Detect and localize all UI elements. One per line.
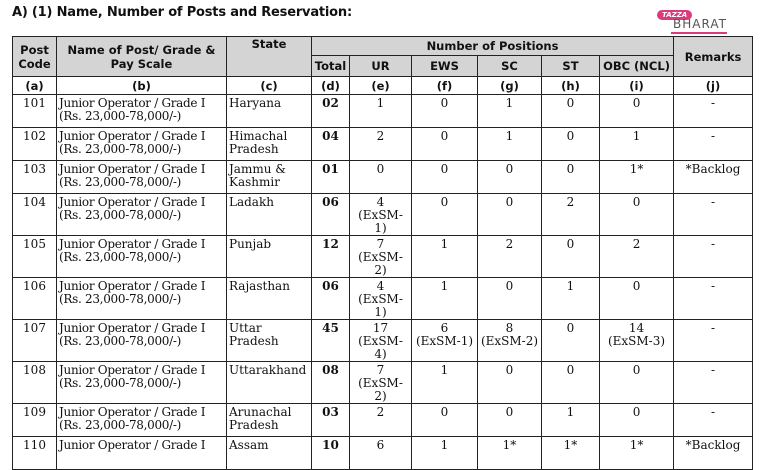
total-text: 08 bbox=[322, 363, 339, 377]
st-text: 0 bbox=[566, 321, 575, 335]
remarks-cell bbox=[674, 320, 753, 362]
name-text: Junior Operator / Grade I bbox=[59, 405, 206, 419]
st-cell bbox=[542, 320, 600, 362]
st-cell bbox=[542, 194, 600, 236]
remarks-text: - bbox=[711, 279, 716, 293]
post-code-cell bbox=[13, 437, 57, 470]
ur-text: 1 bbox=[376, 96, 385, 110]
obc-cell bbox=[600, 236, 674, 278]
name-text: Junior Operator / Grade I bbox=[59, 279, 206, 293]
letter-i: (i) bbox=[600, 77, 674, 95]
ews-text: 6 bbox=[440, 321, 449, 335]
table-row bbox=[13, 128, 753, 161]
ews-cell bbox=[412, 437, 478, 470]
sc-cell bbox=[478, 161, 542, 194]
ews-cell bbox=[412, 236, 478, 278]
st-text: 1 bbox=[566, 279, 575, 293]
name-text: Junior Operator / Grade I bbox=[59, 321, 206, 335]
header-name: Name of Post/ Grade & Pay Scale bbox=[57, 37, 227, 77]
obc-cell bbox=[600, 161, 674, 194]
ews-cell bbox=[412, 320, 478, 362]
sc-cell bbox=[478, 362, 542, 404]
ur-text: 17 bbox=[372, 321, 389, 335]
letter-a: (a) bbox=[13, 77, 57, 95]
ur-text: 4 bbox=[376, 279, 385, 293]
header-total: Total bbox=[312, 56, 350, 77]
ews-text: 1 bbox=[440, 363, 449, 377]
ur-text: 7 bbox=[376, 363, 385, 377]
ews-text: 0 bbox=[440, 129, 449, 143]
letter-f: (f) bbox=[412, 77, 478, 95]
remarks-text: - bbox=[711, 405, 716, 419]
remarks-text: - bbox=[711, 237, 716, 251]
post-name-cell bbox=[57, 161, 227, 194]
name-text: Junior Operator / Grade I bbox=[59, 438, 206, 452]
st-text: 0 bbox=[566, 129, 575, 143]
ur-cell bbox=[350, 128, 412, 161]
ews-text: 1 bbox=[440, 279, 449, 293]
state-text: Rajasthan bbox=[229, 279, 290, 293]
post-code-cell bbox=[13, 278, 57, 320]
table-row bbox=[13, 95, 753, 128]
total-cell bbox=[312, 278, 350, 320]
code-text: 104 bbox=[23, 195, 46, 209]
sc-cell bbox=[478, 437, 542, 470]
total-cell bbox=[312, 161, 350, 194]
column-letter-row bbox=[13, 77, 753, 95]
post-code-cell bbox=[13, 236, 57, 278]
letter-c: (c) bbox=[227, 77, 312, 95]
post-name-cell bbox=[57, 362, 227, 404]
remarks-cell bbox=[674, 437, 753, 470]
remarks-cell bbox=[674, 278, 753, 320]
ews-cell bbox=[412, 95, 478, 128]
post-code-cell bbox=[13, 320, 57, 362]
table-row bbox=[13, 236, 753, 278]
header-ur: UR bbox=[350, 56, 412, 77]
remarks-cell bbox=[674, 128, 753, 161]
ur-text: (ExSM-1) bbox=[358, 292, 403, 319]
ur-text: 4 bbox=[376, 195, 385, 209]
st-cell bbox=[542, 437, 600, 470]
ews-text: 1 bbox=[440, 438, 449, 452]
remarks-cell bbox=[674, 236, 753, 278]
obc-cell bbox=[600, 128, 674, 161]
total-text: 06 bbox=[322, 279, 339, 293]
st-text: 0 bbox=[566, 162, 575, 176]
post-name-cell bbox=[57, 194, 227, 236]
remarks-text: *Backlog bbox=[685, 438, 741, 452]
total-text: 02 bbox=[322, 96, 339, 110]
ur-cell bbox=[350, 320, 412, 362]
st-text: 0 bbox=[566, 363, 575, 377]
header-state: State bbox=[227, 37, 312, 77]
code-text: 109 bbox=[23, 405, 46, 419]
sc-text: (ExSM-2) bbox=[480, 334, 539, 348]
total-cell bbox=[312, 320, 350, 362]
state-text: Pradesh bbox=[229, 334, 279, 348]
sc-cell bbox=[478, 278, 542, 320]
post-name-cell bbox=[57, 278, 227, 320]
name-text: (Rs. 23,000-78,000/-) bbox=[59, 334, 182, 348]
total-text: 45 bbox=[322, 321, 339, 335]
ur-text: 2 bbox=[376, 405, 385, 419]
sc-cell bbox=[478, 194, 542, 236]
st-cell bbox=[542, 236, 600, 278]
total-cell bbox=[312, 362, 350, 404]
letter-b: (b) bbox=[57, 77, 227, 95]
state-cell bbox=[227, 194, 312, 236]
state-text: Assam bbox=[229, 438, 269, 452]
name-text: Junior Operator / Grade I bbox=[59, 162, 206, 176]
ur-text: (ExSM-2) bbox=[358, 376, 403, 403]
ews-text: 0 bbox=[440, 162, 449, 176]
header-remarks: Remarks bbox=[674, 37, 753, 77]
total-text: 03 bbox=[322, 405, 339, 419]
logo-pill: TAZZA bbox=[657, 10, 692, 20]
ur-text: (ExSM-1) bbox=[358, 208, 403, 235]
code-text: 108 bbox=[23, 363, 46, 377]
table-row bbox=[13, 278, 753, 320]
header-post-code: Post Code bbox=[13, 37, 57, 77]
sc-text: 8 bbox=[505, 321, 514, 335]
name-text: Junior Operator / Grade I bbox=[59, 195, 206, 209]
st-text: 0 bbox=[566, 96, 575, 110]
ews-cell bbox=[412, 161, 478, 194]
tazza-bharat-logo bbox=[657, 10, 727, 34]
post-code-cell bbox=[13, 161, 57, 194]
ur-text: 2 bbox=[376, 129, 385, 143]
st-text: 2 bbox=[566, 195, 575, 209]
total-text: 12 bbox=[322, 237, 339, 251]
table-row bbox=[13, 320, 753, 362]
obc-text: 0 bbox=[632, 279, 641, 293]
code-text: 101 bbox=[23, 96, 46, 110]
ews-text: 1 bbox=[440, 237, 449, 251]
obc-text: 14 bbox=[628, 321, 645, 335]
ews-text: 0 bbox=[440, 195, 449, 209]
ur-cell bbox=[350, 161, 412, 194]
state-cell bbox=[227, 320, 312, 362]
obc-text: 0 bbox=[632, 405, 641, 419]
post-code-cell bbox=[13, 128, 57, 161]
state-text: Pradesh bbox=[229, 142, 279, 156]
sc-text: 0 bbox=[505, 195, 514, 209]
name-text: (Rs. 23,000-78,000/-) bbox=[59, 292, 182, 306]
ur-cell bbox=[350, 437, 412, 470]
name-text: Junior Operator / Grade I bbox=[59, 237, 206, 251]
logo-underline bbox=[671, 32, 727, 34]
ur-text: 6 bbox=[376, 438, 385, 452]
total-cell bbox=[312, 236, 350, 278]
name-text: (Rs. 23,000-78,000/-) bbox=[59, 109, 182, 123]
obc-cell bbox=[600, 194, 674, 236]
name-text: (Rs. 23,000-78,000/-) bbox=[59, 376, 182, 390]
name-text: Junior Operator / Grade I bbox=[59, 363, 206, 377]
obc-cell bbox=[600, 437, 674, 470]
code-text: 102 bbox=[23, 129, 46, 143]
obc-text: 1* bbox=[629, 438, 644, 452]
st-cell bbox=[542, 278, 600, 320]
st-cell bbox=[542, 128, 600, 161]
letter-h: (h) bbox=[542, 77, 600, 95]
total-cell bbox=[312, 128, 350, 161]
header-st: ST bbox=[542, 56, 600, 77]
obc-text: (ExSM-3) bbox=[607, 334, 666, 348]
code-text: 106 bbox=[23, 279, 46, 293]
state-cell bbox=[227, 437, 312, 470]
ews-cell bbox=[412, 128, 478, 161]
remarks-text: - bbox=[711, 129, 716, 143]
name-text: Junior Operator / Grade I bbox=[59, 96, 206, 110]
name-text: (Rs. 23,000-78,000/-) bbox=[59, 250, 182, 264]
sc-text: 1 bbox=[505, 96, 514, 110]
post-code-cell bbox=[13, 362, 57, 404]
name-text: (Rs. 23,000-78,000/-) bbox=[59, 142, 182, 156]
table-row bbox=[13, 161, 753, 194]
state-cell bbox=[227, 278, 312, 320]
remarks-text: - bbox=[711, 195, 716, 209]
remarks-cell bbox=[674, 161, 753, 194]
remarks-text: - bbox=[711, 96, 716, 110]
state-text: Uttarakhand bbox=[229, 363, 307, 377]
ews-text: (ExSM-1) bbox=[415, 334, 474, 348]
letter-g: (g) bbox=[478, 77, 542, 95]
obc-text: 1* bbox=[629, 162, 644, 176]
letter-j: (j) bbox=[674, 77, 753, 95]
post-name-cell bbox=[57, 437, 227, 470]
state-cell bbox=[227, 95, 312, 128]
total-cell bbox=[312, 95, 350, 128]
sc-cell bbox=[478, 236, 542, 278]
letter-d: (d) bbox=[312, 77, 350, 95]
code-text: 103 bbox=[23, 162, 46, 176]
logo-word: BHARAT bbox=[673, 17, 727, 31]
letter-e: (e) bbox=[350, 77, 412, 95]
header-number-of-positions: Number of Positions bbox=[312, 37, 674, 56]
ur-text: 7 bbox=[376, 237, 385, 251]
sc-text: 2 bbox=[505, 237, 514, 251]
state-text: Himachal bbox=[229, 129, 288, 143]
obc-text: 1 bbox=[632, 129, 641, 143]
sc-cell bbox=[478, 95, 542, 128]
obc-text: 0 bbox=[632, 96, 641, 110]
sc-text: 0 bbox=[505, 405, 514, 419]
header-sc: SC bbox=[478, 56, 542, 77]
state-text: Punjab bbox=[229, 237, 272, 251]
st-text: 0 bbox=[566, 237, 575, 251]
total-text: 04 bbox=[322, 129, 339, 143]
st-text: 1* bbox=[563, 438, 578, 452]
name-text: (Rs. 23,000-78,000/-) bbox=[59, 418, 182, 432]
state-text: Arunachal bbox=[229, 405, 292, 419]
ur-cell bbox=[350, 194, 412, 236]
state-text: Ladakh bbox=[229, 195, 274, 209]
st-cell bbox=[542, 161, 600, 194]
state-cell bbox=[227, 236, 312, 278]
sc-text: 1* bbox=[502, 438, 517, 452]
table-row bbox=[13, 194, 753, 236]
table-row bbox=[13, 362, 753, 404]
ews-text: 0 bbox=[440, 96, 449, 110]
total-text: 06 bbox=[322, 195, 339, 209]
header-obc: OBC (NCL) bbox=[600, 56, 674, 77]
total-cell bbox=[312, 194, 350, 236]
section-heading: A) (1) Name, Number of Posts and Reservation: bbox=[12, 5, 352, 20]
post-code-cell bbox=[13, 95, 57, 128]
name-text: (Rs. 23,000-78,000/-) bbox=[59, 175, 182, 189]
total-text: 10 bbox=[322, 438, 339, 452]
st-cell bbox=[542, 95, 600, 128]
state-text: Pradesh bbox=[229, 418, 279, 432]
remarks-cell bbox=[674, 194, 753, 236]
state-cell bbox=[227, 161, 312, 194]
post-name-cell bbox=[57, 95, 227, 128]
ews-cell bbox=[412, 362, 478, 404]
sc-cell bbox=[478, 128, 542, 161]
ur-cell bbox=[350, 236, 412, 278]
remarks-text: - bbox=[711, 321, 716, 335]
code-text: 105 bbox=[23, 237, 46, 251]
state-cell bbox=[227, 128, 312, 161]
st-text: 1 bbox=[566, 405, 575, 419]
post-name-cell bbox=[57, 236, 227, 278]
posts-table bbox=[12, 36, 753, 470]
post-code-cell bbox=[13, 194, 57, 236]
obc-cell bbox=[600, 362, 674, 404]
state-text: Uttar bbox=[229, 321, 262, 335]
obc-text: 0 bbox=[632, 363, 641, 377]
obc-cell bbox=[600, 95, 674, 128]
state-text: Jammu & bbox=[229, 162, 286, 176]
state-cell bbox=[227, 362, 312, 404]
ews-text: 0 bbox=[440, 405, 449, 419]
st-cell bbox=[542, 362, 600, 404]
ur-text: 0 bbox=[376, 162, 385, 176]
post-name-cell bbox=[57, 320, 227, 362]
remarks-cell bbox=[674, 95, 753, 128]
ur-text: (ExSM-2) bbox=[358, 250, 403, 277]
ews-cell bbox=[412, 194, 478, 236]
remarks-text: *Backlog bbox=[685, 162, 741, 176]
obc-text: 0 bbox=[632, 195, 641, 209]
obc-cell bbox=[600, 278, 674, 320]
ur-cell bbox=[350, 278, 412, 320]
sc-text: 0 bbox=[505, 363, 514, 377]
sc-text: 0 bbox=[505, 162, 514, 176]
code-text: 110 bbox=[23, 438, 46, 452]
table-row bbox=[13, 437, 753, 470]
sc-cell bbox=[478, 320, 542, 362]
ews-cell bbox=[412, 278, 478, 320]
obc-text: 2 bbox=[632, 237, 641, 251]
state-text: Haryana bbox=[229, 96, 282, 110]
name-text: Junior Operator / Grade I bbox=[59, 129, 206, 143]
total-cell bbox=[312, 437, 350, 470]
sc-text: 1 bbox=[505, 129, 514, 143]
header-ews: EWS bbox=[412, 56, 478, 77]
remarks-cell bbox=[674, 362, 753, 404]
remarks-text: - bbox=[711, 363, 716, 377]
ur-text: (ExSM-4) bbox=[358, 334, 403, 361]
sc-text: 0 bbox=[505, 279, 514, 293]
obc-cell bbox=[600, 320, 674, 362]
code-text: 107 bbox=[23, 321, 46, 335]
ur-cell bbox=[350, 362, 412, 404]
total-text: 01 bbox=[322, 162, 339, 176]
state-text: Kashmir bbox=[229, 175, 280, 189]
name-text: (Rs. 23,000-78,000/-) bbox=[59, 208, 182, 222]
ur-cell bbox=[350, 95, 412, 128]
post-name-cell bbox=[57, 128, 227, 161]
